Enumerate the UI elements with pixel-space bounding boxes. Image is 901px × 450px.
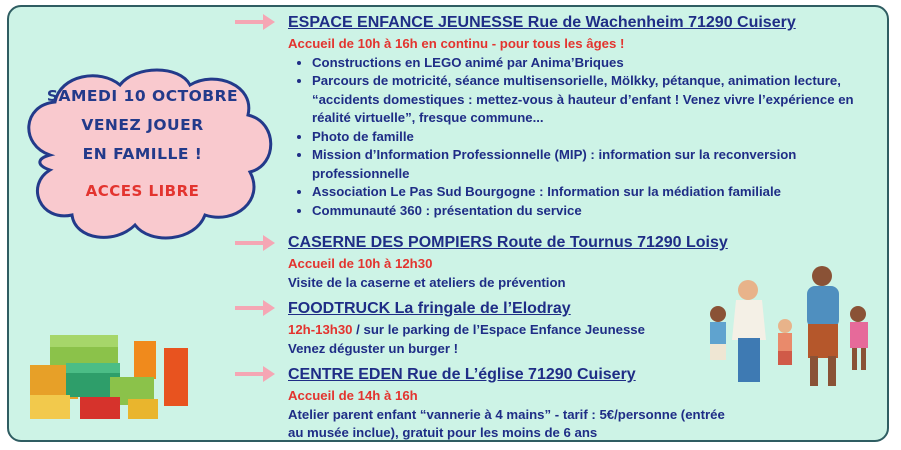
- cloud-access: ACCES LIBRE: [85, 182, 200, 200]
- section-hours: 12h-13h30: [288, 322, 353, 337]
- lego-bricks-illustration: [30, 313, 200, 423]
- section-hours: Accueil de 14h à 16h: [288, 388, 418, 403]
- family-illustration: [700, 262, 882, 394]
- cloud-text: [30, 82, 255, 206]
- arrow-right-icon: [233, 11, 277, 33]
- section-text: Venez déguster un burger !: [288, 340, 459, 356]
- list-item: • Parcours de motricité, séance multisensorielle, Mölkky, pétanque, animation lecture, “accidents domestiques : mettez-vous à hauteur d’enfant ! Venez vivre l’expérience en réalité virtuelle”, fresque commune...: [312, 72, 878, 128]
- list-item: • Mission d’Information Professionnelle (MIP) : information sur la reconversion professionnelle: [312, 146, 878, 183]
- cloud-line-3: EN FAMILLE !: [82, 145, 203, 163]
- section-title[interactable]: FOODTRUCK La fringale de l’Elodray: [288, 300, 571, 317]
- section-title[interactable]: CASERNE DES POMPIERS Route de Tournus 71290 Loisy: [288, 234, 728, 251]
- cloud-line-2: VENEZ JOUER: [81, 116, 204, 134]
- arrow-right-icon: [233, 232, 277, 254]
- list-item: • Photo de famille: [312, 128, 878, 147]
- section-espace-enfance: [288, 13, 878, 220]
- section-text: Visite de la caserne et ateliers de prévention: [288, 274, 566, 290]
- section-hours: Accueil de 10h à 16h en continu - pour tous les âges !: [288, 36, 625, 51]
- list-item: • Communauté 360 : présentation du service: [312, 202, 878, 221]
- list-item: • Association Le Pas Sud Bourgogne : Information sur la médiation familiale: [312, 183, 878, 202]
- arrow-right-icon: [233, 363, 277, 385]
- activity-list: [288, 54, 878, 221]
- list-item: • Constructions en LEGO animé par Anima’Briques: [312, 54, 878, 73]
- section-hours-suffix: / sur le parking de l’Espace Enfance Jeunesse: [352, 322, 645, 337]
- section-title[interactable]: ESPACE ENFANCE JEUNESSE Rue de Wachenheim 71290 Cuisery: [288, 14, 796, 31]
- section-title[interactable]: CENTRE EDEN Rue de L’église 71290 Cuisery: [288, 366, 636, 383]
- arrow-right-icon: [233, 297, 277, 319]
- section-centre-eden: [288, 365, 728, 443]
- cloud-date: SAMEDI 10 OCTOBRE: [46, 87, 239, 105]
- section-text: Atelier parent enfant “vannerie à 4 mains” - tarif : 5€/personne (entrée au musée inclue), gratuit pour les moins de 6 ans: [288, 406, 725, 440]
- section-hours: Accueil de 10h à 12h30: [288, 256, 433, 271]
